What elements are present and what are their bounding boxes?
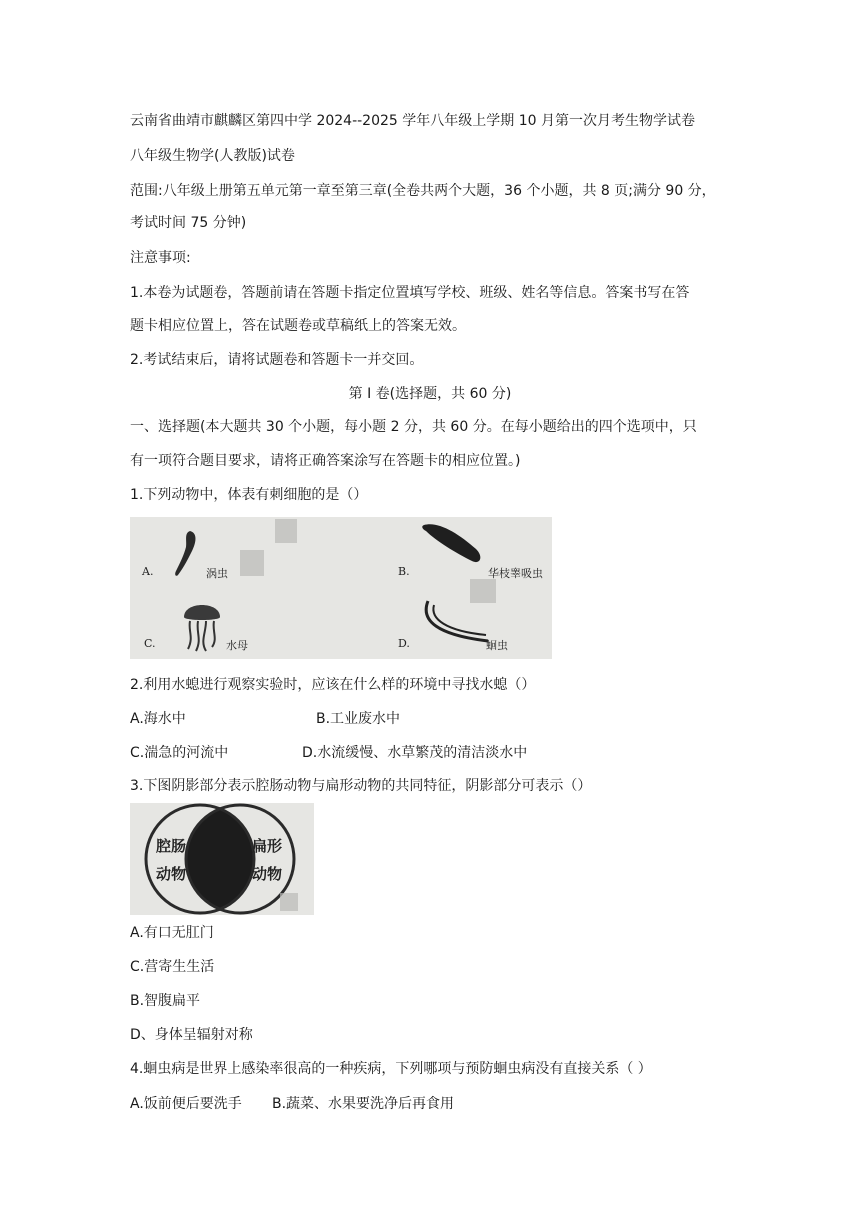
jellyfish-icon: [176, 593, 232, 655]
q1-option-b-name: 华枝睾吸虫: [488, 567, 543, 580]
notice-1-line-1: 1.本卷为试题卷，答题前请在答题卡指定位置填写学校、班级、姓名等信息。答案书写在答: [130, 285, 690, 301]
liver-fluke-icon: [418, 519, 488, 569]
exam-title: 云南省曲靖市麒麟区第四中学 2024--2025 学年八年级上学期 10 月第一次月考生物学试卷: [130, 113, 695, 129]
notice-1-line-2: 题卡相应位置上，答在试题卷或草稿纸上的答案无效。: [130, 318, 466, 334]
q2-option-b: B.工业废水中: [316, 711, 401, 727]
q3-option-c: C.营寄生生活: [130, 959, 215, 975]
q2-stem: 2.利用水螅进行观察实验时，应该在什么样的环境中寻找水螅（）: [130, 677, 536, 693]
q3-venn-diagram: [130, 803, 314, 915]
scope-line-2: 考试时间 75 分钟): [130, 215, 247, 231]
section-intro-line-2: 有一项符合题目要求，请将正确答案涂写在答题卡的相应位置。): [130, 453, 521, 469]
venn-left-label-2: 动物: [156, 865, 187, 883]
q2-option-c: C.湍急的河流中: [130, 745, 229, 761]
q1-stem: 1.下列动物中，体表有刺细胞的是（）: [130, 487, 368, 503]
notice-2: 2.考试结束后，请将试题卷和答题卡一并交回。: [130, 352, 424, 368]
q3-option-d: D、身体呈辐射对称: [130, 1027, 253, 1043]
q1-option-d-letter: D.: [398, 637, 410, 650]
q2-option-d: D.水流缓慢、水草繁茂的清洁淡水中: [302, 745, 528, 761]
q1-option-a-name: 涡虫: [206, 567, 228, 580]
q1-option-b-letter: B.: [398, 565, 410, 578]
venn-right-label-2: 动物: [252, 865, 283, 883]
q4-option-b: B.蔬菜、水果要洗净后再食用: [272, 1096, 455, 1112]
q1-option-a-letter: A.: [142, 565, 154, 578]
q4-stem: 4.蛔虫病是世界上感染率很高的一种疾病，下列哪项与预防蛔虫病没有直接关系（ ）: [130, 1061, 652, 1077]
q1-option-c-name: 水母: [226, 639, 248, 652]
q1-animal-figure: [130, 517, 552, 659]
notice-heading: 注意事项:: [130, 250, 191, 266]
q3-option-b: B.智腹扁平: [130, 993, 201, 1009]
q4-option-a: A.饭前便后要洗手: [130, 1096, 242, 1112]
planarian-icon: [170, 527, 210, 579]
q2-option-a: A.海水中: [130, 711, 186, 727]
venn-right-label-1: 扁形: [252, 837, 283, 855]
scope-line-1: 范围:八年级上册第五单元第一章至第三章(全卷共两个大题，36 个小题，共 8 页;满分 90 分，: [130, 183, 716, 199]
section-intro-line-1: 一、选择题(本大题共 30 个小题，每小题 2 分，共 60 分。在每小题给出的四个选项中，只: [130, 419, 697, 435]
venn-left-label-1: 腔肠: [156, 837, 187, 855]
exam-subtitle: 八年级生物学(人教版)试卷: [130, 148, 295, 164]
q1-option-c-letter: C.: [144, 637, 156, 650]
q1-option-d-name: 蛔虫: [486, 639, 508, 652]
section-title: 第 I 卷(选择题，共 60 分): [348, 386, 512, 402]
q3-stem: 3.下图阴影部分表示腔肠动物与扁形动物的共同特征，阴影部分可表示（）: [130, 778, 592, 794]
q3-option-a: A.有口无肛门: [130, 925, 214, 941]
